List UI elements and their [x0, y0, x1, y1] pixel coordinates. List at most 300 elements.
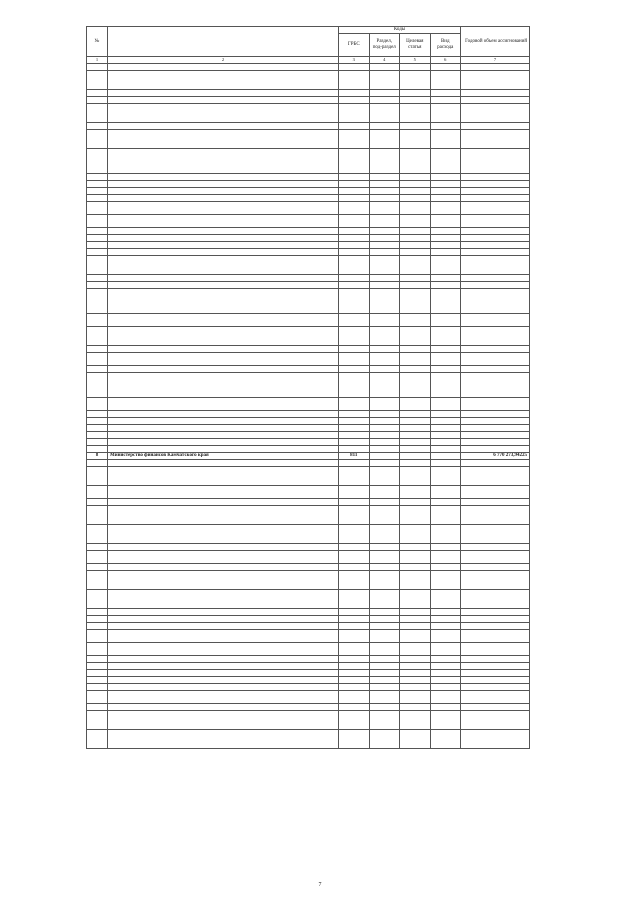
table-cell — [400, 460, 431, 467]
table-cell — [400, 643, 431, 656]
table-row — [87, 460, 530, 467]
cell-sum: 6 770 273,94225 — [461, 453, 530, 460]
table-cell — [400, 551, 431, 564]
table-cell — [461, 188, 530, 195]
table-cell — [108, 571, 339, 590]
table-cell — [339, 460, 370, 467]
table-cell — [461, 249, 530, 256]
table-cell — [108, 663, 339, 670]
table-cell — [461, 439, 530, 446]
table-cell — [400, 425, 431, 432]
table-row — [87, 499, 530, 506]
table-cell — [108, 123, 339, 130]
table-cell — [108, 130, 339, 149]
table-row — [87, 525, 530, 544]
table-cell — [400, 704, 431, 711]
table-cell — [369, 256, 400, 275]
table-cell — [430, 282, 461, 289]
table-cell — [430, 663, 461, 670]
table-cell — [430, 677, 461, 684]
table-cell — [87, 425, 108, 432]
table-cell — [108, 289, 339, 314]
table-cell — [461, 289, 530, 314]
table-cell — [461, 425, 530, 432]
table-cell — [108, 730, 339, 749]
table-cell — [87, 551, 108, 564]
table-cell — [87, 623, 108, 630]
table-cell — [108, 90, 339, 97]
table-cell — [339, 643, 370, 656]
table-cell — [369, 691, 400, 704]
table-row — [87, 123, 530, 130]
table-cell — [430, 398, 461, 411]
table-cell — [461, 71, 530, 90]
table-cell — [430, 460, 461, 467]
table-cell — [461, 346, 530, 353]
table-cell — [87, 346, 108, 353]
table-row — [87, 228, 530, 235]
table-cell — [108, 609, 339, 616]
table-cell — [339, 544, 370, 551]
table-cell — [461, 130, 530, 149]
col-index: 6 — [430, 57, 461, 64]
table-cell — [430, 616, 461, 623]
table-cell — [430, 130, 461, 149]
table-cell — [400, 149, 431, 174]
table-cell — [400, 486, 431, 499]
table-cell — [87, 460, 108, 467]
table-cell — [369, 366, 400, 373]
table-cell — [339, 64, 370, 71]
table-cell — [461, 506, 530, 525]
table-cell — [369, 551, 400, 564]
table-cell — [430, 90, 461, 97]
table-cell — [108, 97, 339, 104]
table-cell — [369, 623, 400, 630]
col-header-vid: Вид расхода — [430, 34, 461, 57]
table-row — [87, 486, 530, 499]
table-cell — [369, 670, 400, 677]
table-cell — [339, 486, 370, 499]
table-row — [87, 411, 530, 418]
table-cell — [108, 432, 339, 439]
table-cell — [400, 656, 431, 663]
table-row — [87, 467, 530, 486]
table-cell — [400, 71, 431, 90]
table-cell — [369, 663, 400, 670]
table-cell — [339, 506, 370, 525]
table-cell — [461, 499, 530, 506]
col-header-sum: Годовой объем ассигнований — [461, 27, 530, 57]
table-cell — [461, 446, 530, 453]
table-cell — [369, 544, 400, 551]
table-cell — [400, 282, 431, 289]
cell-razdel — [369, 453, 400, 460]
table-cell — [430, 242, 461, 249]
table-cell — [87, 275, 108, 282]
table-cell — [108, 656, 339, 663]
table-cell — [430, 704, 461, 711]
table-cell — [400, 353, 431, 366]
table-cell — [108, 282, 339, 289]
table-cell — [430, 571, 461, 590]
col-header-grbs: ГРБС — [339, 34, 370, 57]
table-cell — [461, 411, 530, 418]
table-cell — [87, 571, 108, 590]
table-cell — [339, 242, 370, 249]
table-row — [87, 242, 530, 249]
table-cell — [430, 590, 461, 609]
table-cell — [108, 525, 339, 544]
table-cell — [400, 398, 431, 411]
col-header-codes: Коды — [339, 27, 461, 34]
table-cell — [400, 346, 431, 353]
table-cell — [87, 353, 108, 366]
table-row — [87, 71, 530, 90]
table-cell — [339, 71, 370, 90]
table-cell — [339, 282, 370, 289]
table-cell — [339, 691, 370, 704]
table-cell — [461, 704, 530, 711]
table-cell — [400, 418, 431, 425]
table-cell — [369, 525, 400, 544]
table-cell — [430, 235, 461, 242]
table-cell — [369, 643, 400, 656]
table-cell — [400, 174, 431, 181]
table-cell — [369, 656, 400, 663]
table-cell — [87, 730, 108, 749]
table-cell — [108, 460, 339, 467]
table-cell — [108, 181, 339, 188]
table-cell — [87, 486, 108, 499]
table-cell — [369, 149, 400, 174]
table-cell — [430, 425, 461, 432]
table-cell — [339, 499, 370, 506]
table-cell — [87, 289, 108, 314]
table-cell — [461, 64, 530, 71]
table-cell — [400, 411, 431, 418]
table-cell — [400, 571, 431, 590]
budget-page — [86, 26, 530, 749]
table-cell — [339, 663, 370, 670]
table-cell — [430, 275, 461, 282]
table-row — [87, 630, 530, 643]
cell-name: Министерство финансов Камчатского края — [108, 453, 339, 460]
table-cell — [369, 711, 400, 730]
table-cell — [400, 663, 431, 670]
table-cell — [87, 398, 108, 411]
table-cell — [108, 704, 339, 711]
table-cell — [461, 149, 530, 174]
table-cell — [108, 630, 339, 643]
table-cell — [461, 609, 530, 616]
table-cell — [461, 432, 530, 439]
table-row — [87, 282, 530, 289]
table-cell — [339, 630, 370, 643]
table-cell — [369, 346, 400, 353]
table-cell — [87, 130, 108, 149]
table-cell — [87, 256, 108, 275]
table-cell — [461, 181, 530, 188]
table-cell — [461, 398, 530, 411]
table-cell — [108, 249, 339, 256]
table-cell — [108, 104, 339, 123]
page-number: 7 — [318, 882, 322, 888]
table-cell — [369, 123, 400, 130]
table-cell — [400, 616, 431, 623]
table-cell — [400, 130, 431, 149]
table-cell — [430, 289, 461, 314]
table-cell — [339, 704, 370, 711]
table-row — [87, 616, 530, 623]
table-cell — [400, 623, 431, 630]
table-cell — [339, 623, 370, 630]
table-cell — [339, 590, 370, 609]
table-cell — [339, 398, 370, 411]
table-cell — [430, 432, 461, 439]
table-cell — [461, 544, 530, 551]
table-cell — [430, 314, 461, 327]
table-cell — [461, 684, 530, 691]
table-cell — [87, 525, 108, 544]
table-cell — [87, 684, 108, 691]
table-row — [87, 544, 530, 551]
table-cell — [369, 506, 400, 525]
table-cell — [108, 467, 339, 486]
table-cell — [430, 195, 461, 202]
table-cell — [87, 181, 108, 188]
table-cell — [87, 609, 108, 616]
table-cell — [108, 149, 339, 174]
table-cell — [369, 446, 400, 453]
table-cell — [108, 195, 339, 202]
table-cell — [461, 467, 530, 486]
table-cell — [400, 123, 431, 130]
table-cell — [430, 564, 461, 571]
table-row — [87, 677, 530, 684]
table-cell — [339, 551, 370, 564]
table-cell — [369, 235, 400, 242]
table-cell — [108, 366, 339, 373]
table-cell — [461, 174, 530, 181]
col-index: 5 — [400, 57, 431, 64]
table-cell — [400, 467, 431, 486]
cell-num: 8 — [87, 453, 108, 460]
table-cell — [108, 215, 339, 228]
table-row — [87, 64, 530, 71]
table-cell — [461, 202, 530, 215]
table-cell — [430, 373, 461, 398]
table-cell — [430, 446, 461, 453]
table-cell — [400, 188, 431, 195]
table-row — [87, 590, 530, 609]
table-cell — [339, 677, 370, 684]
table-cell — [461, 242, 530, 249]
table-cell — [108, 670, 339, 677]
table-cell — [339, 314, 370, 327]
table-cell — [108, 623, 339, 630]
table-cell — [87, 97, 108, 104]
table-cell — [369, 353, 400, 366]
table-row — [87, 256, 530, 275]
table-cell — [430, 71, 461, 90]
table-cell — [369, 97, 400, 104]
table-row — [87, 663, 530, 670]
table-cell — [339, 249, 370, 256]
table-cell — [87, 282, 108, 289]
table-cell — [87, 544, 108, 551]
table-cell — [87, 439, 108, 446]
table-cell — [400, 564, 431, 571]
table-cell — [461, 314, 530, 327]
table-cell — [339, 130, 370, 149]
table-cell — [461, 525, 530, 544]
table-row — [87, 346, 530, 353]
table-cell — [339, 149, 370, 174]
table-cell — [108, 275, 339, 282]
table-cell — [461, 571, 530, 590]
table-cell — [87, 235, 108, 242]
table-row — [87, 418, 530, 425]
table-cell — [339, 564, 370, 571]
table-cell — [87, 90, 108, 97]
table-cell — [461, 486, 530, 499]
table-cell — [87, 327, 108, 346]
table-cell — [369, 730, 400, 749]
table-cell — [339, 609, 370, 616]
table-row — [87, 425, 530, 432]
table-cell — [369, 249, 400, 256]
table-cell — [87, 704, 108, 711]
table-cell — [339, 235, 370, 242]
table-cell — [87, 418, 108, 425]
table-cell — [461, 90, 530, 97]
table-cell — [108, 544, 339, 551]
table-cell — [400, 249, 431, 256]
table-cell — [369, 314, 400, 327]
table-cell — [400, 525, 431, 544]
table-cell — [461, 418, 530, 425]
table-cell — [461, 564, 530, 571]
table-cell — [87, 677, 108, 684]
table-row-ministry-finance — [87, 453, 530, 460]
cell-celevaya — [400, 453, 431, 460]
table-cell — [87, 242, 108, 249]
table-cell — [400, 730, 431, 749]
table-cell — [430, 506, 461, 525]
table-cell — [369, 704, 400, 711]
table-cell — [369, 418, 400, 425]
table-cell — [369, 571, 400, 590]
table-cell — [400, 691, 431, 704]
table-cell — [369, 467, 400, 486]
table-row — [87, 571, 530, 590]
col-header-razdel: Раздел, под-раздел — [369, 34, 400, 57]
table-cell — [339, 432, 370, 439]
table-cell — [430, 486, 461, 499]
table-cell — [369, 71, 400, 90]
table-row — [87, 711, 530, 730]
table-cell — [430, 439, 461, 446]
table-cell — [87, 616, 108, 623]
table-cell — [400, 235, 431, 242]
table-cell — [87, 202, 108, 215]
table-cell — [461, 366, 530, 373]
table-cell — [369, 181, 400, 188]
table-cell — [339, 425, 370, 432]
table-cell — [461, 282, 530, 289]
table-cell — [87, 249, 108, 256]
table-cell — [369, 275, 400, 282]
col-header-description — [108, 27, 339, 57]
table-cell — [461, 275, 530, 282]
table-cell — [108, 373, 339, 398]
table-cell — [339, 411, 370, 418]
table-cell — [400, 202, 431, 215]
table-row — [87, 275, 530, 282]
table-cell — [400, 104, 431, 123]
table-cell — [108, 684, 339, 691]
table-cell — [400, 289, 431, 314]
table-row — [87, 439, 530, 446]
table-cell — [87, 215, 108, 228]
table-cell — [87, 711, 108, 730]
table-cell — [369, 486, 400, 499]
table-cell — [369, 228, 400, 235]
table-cell — [430, 467, 461, 486]
table-cell — [400, 506, 431, 525]
table-cell — [339, 256, 370, 275]
table-cell — [461, 630, 530, 643]
table-cell — [108, 677, 339, 684]
table-cell — [430, 551, 461, 564]
table-cell — [461, 327, 530, 346]
table-cell — [369, 64, 400, 71]
table-cell — [400, 544, 431, 551]
table-cell — [400, 195, 431, 202]
table-row — [87, 366, 530, 373]
table-cell — [400, 677, 431, 684]
table-cell — [369, 174, 400, 181]
col-header-celevaya: Целевая статья — [400, 34, 431, 57]
table-cell — [108, 188, 339, 195]
table-cell — [461, 215, 530, 228]
table-cell — [430, 249, 461, 256]
table-cell — [108, 691, 339, 704]
budget-table — [86, 26, 530, 749]
table-row — [87, 97, 530, 104]
table-cell — [461, 256, 530, 275]
table-cell — [369, 684, 400, 691]
table-cell — [108, 353, 339, 366]
table-cell — [400, 590, 431, 609]
table-cell — [430, 691, 461, 704]
table-cell — [339, 195, 370, 202]
table-cell — [108, 314, 339, 327]
table-cell — [430, 656, 461, 663]
table-cell — [339, 90, 370, 97]
table-cell — [369, 499, 400, 506]
table-cell — [461, 663, 530, 670]
table-cell — [461, 677, 530, 684]
table-cell — [461, 228, 530, 235]
table-cell — [400, 256, 431, 275]
table-cell — [108, 228, 339, 235]
table-cell — [369, 609, 400, 616]
table-cell — [339, 730, 370, 749]
table-cell — [430, 366, 461, 373]
table-cell — [400, 711, 431, 730]
